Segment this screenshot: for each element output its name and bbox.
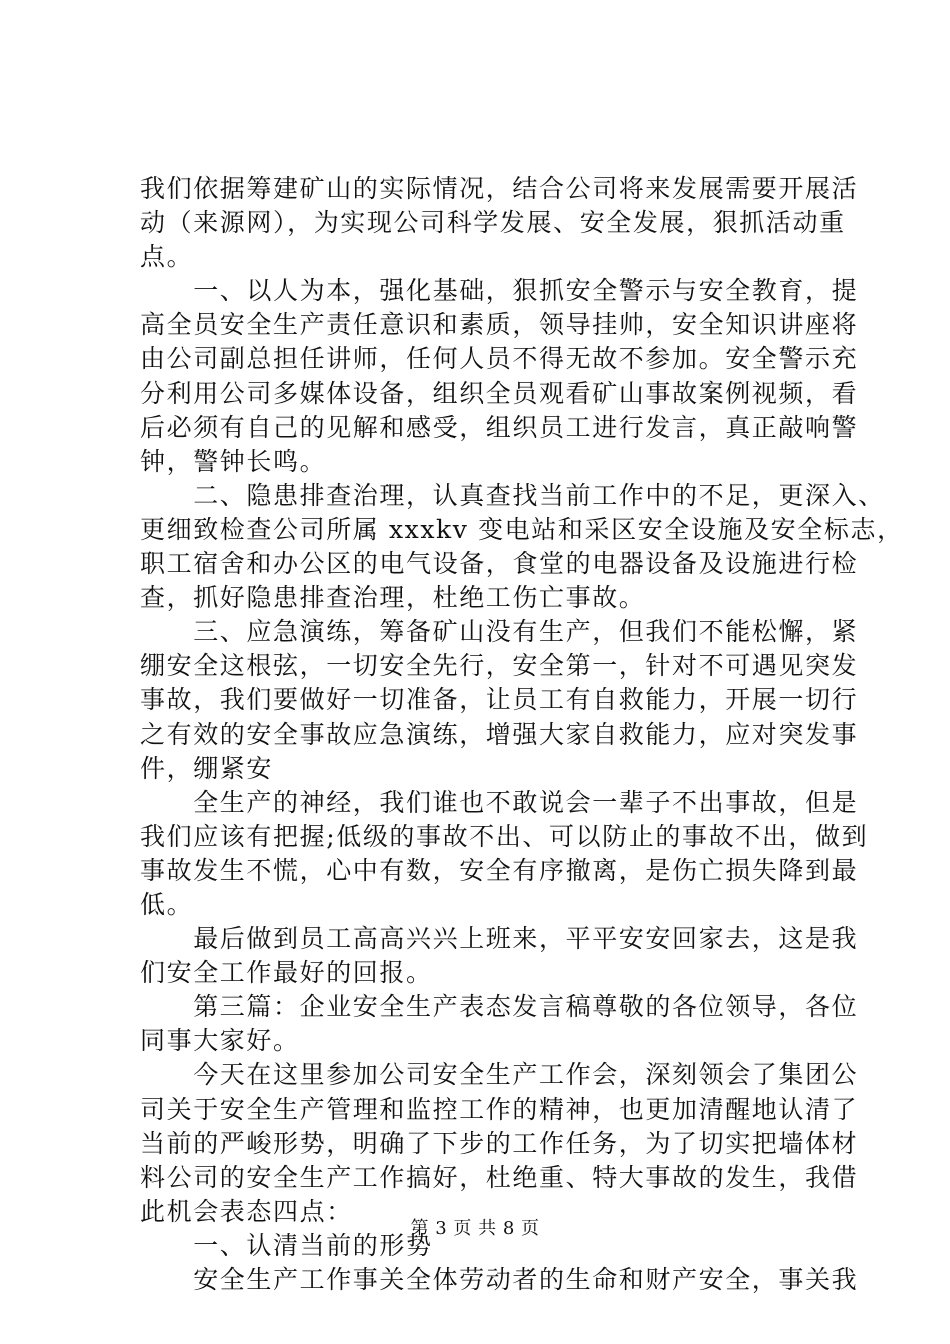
text-line: 分利用公司多媒体设备，组织全员观看矿山事故案例视频，看 xyxy=(140,378,859,408)
text-line: 点。 xyxy=(140,242,194,272)
text-line: 钟，警钟长鸣。 xyxy=(140,446,327,476)
text-line: 动（来源网），为实现公司科学发展、安全发展，狠抓活动重 xyxy=(140,208,846,238)
text-line: 件，绷紧安 xyxy=(140,753,274,783)
document-body xyxy=(140,172,904,1297)
text-line: 第三篇：企业安全生产表态发言稿尊敬的各位领导，各位 xyxy=(140,992,859,1022)
text-line: 更细致检查公司所属 xxxkv 变电站和采区安全设施及安全标志， xyxy=(140,514,904,544)
text-line: 之有效的安全事故应急演练，增强大家自救能力，应对突发事 xyxy=(140,719,859,749)
text-line: 最后做到员工高高兴兴上班来，平平安安回家去，这是我 xyxy=(140,924,859,954)
text-line: 当前的严峻形势，明确了下步的工作任务，为了切实把墙体材 xyxy=(140,1128,859,1158)
text-line: 二、隐患排查治理，认真查找当前工作中的不足，更深入、 xyxy=(140,480,885,510)
text-line: 低。 xyxy=(140,889,194,919)
text-line: 职工宿舍和办公区的电气设备，食堂的电器设备及设施进行检 xyxy=(140,549,859,579)
text-line: 一、认清当前的形势 xyxy=(140,1230,433,1260)
text-line: 今天在这里参加公司安全生产工作会，深刻领会了集团公 xyxy=(140,1060,859,1090)
text-line: 全生产的神经，我们谁也不敢说会一辈子不出事故，但是 xyxy=(140,787,859,817)
page-number-footer: 第 3 页 共 8 页 xyxy=(410,1218,540,1239)
text-line: 我们依据筹建矿山的实际情况，结合公司将来发展需要开展活 xyxy=(140,174,859,203)
text-line: 一、以人为本，强化基础，狠抓安全警示与安全教育，提 xyxy=(140,276,859,306)
text-line: 后必须有自己的见解和感受，组织员工进行发言，真正敲响警 xyxy=(140,412,859,442)
text-line: 三、应急演练，筹备矿山没有生产，但我们不能松懈，紧 xyxy=(140,617,859,647)
text-line: 同事大家好。 xyxy=(140,1026,300,1056)
text-line: 事故，我们要做好一切准备，让员工有自救能力，开展一切行 xyxy=(140,685,859,715)
text-line: 查，抓好隐患排查治理，杜绝工伤亡事故。 xyxy=(140,583,646,613)
text-line: 料公司的安全生产工作搞好，杜绝重、特大事故的发生，我借 xyxy=(140,1162,859,1192)
text-line: 我们应该有把握;低级的事故不出、可以防止的事故不出，做到 xyxy=(140,821,869,851)
text-line: 司关于安全生产管理和监控工作的精神，也更加清醒地认清了 xyxy=(140,1094,859,1124)
text-line: 高全员安全生产责任意识和素质，领导挂帅，安全知识讲座将 xyxy=(140,310,859,340)
text-line: 此机会表态四点： xyxy=(140,1196,353,1226)
text-line: 们安全工作最好的回报。 xyxy=(140,958,433,988)
text-line: 由公司副总担任讲师，任何人员不得无故不参加。安全警示充 xyxy=(140,344,859,374)
text-line: 事故发生不慌，心中有数，安全有序撤离，是伤亡损失降到最 xyxy=(140,855,859,885)
text-line: 安全生产工作事关全体劳动者的生命和财产安全，事关我 xyxy=(140,1265,859,1294)
text-line: 绷安全这根弦，一切安全先行，安全第一，针对不可遇见突发 xyxy=(140,651,859,681)
